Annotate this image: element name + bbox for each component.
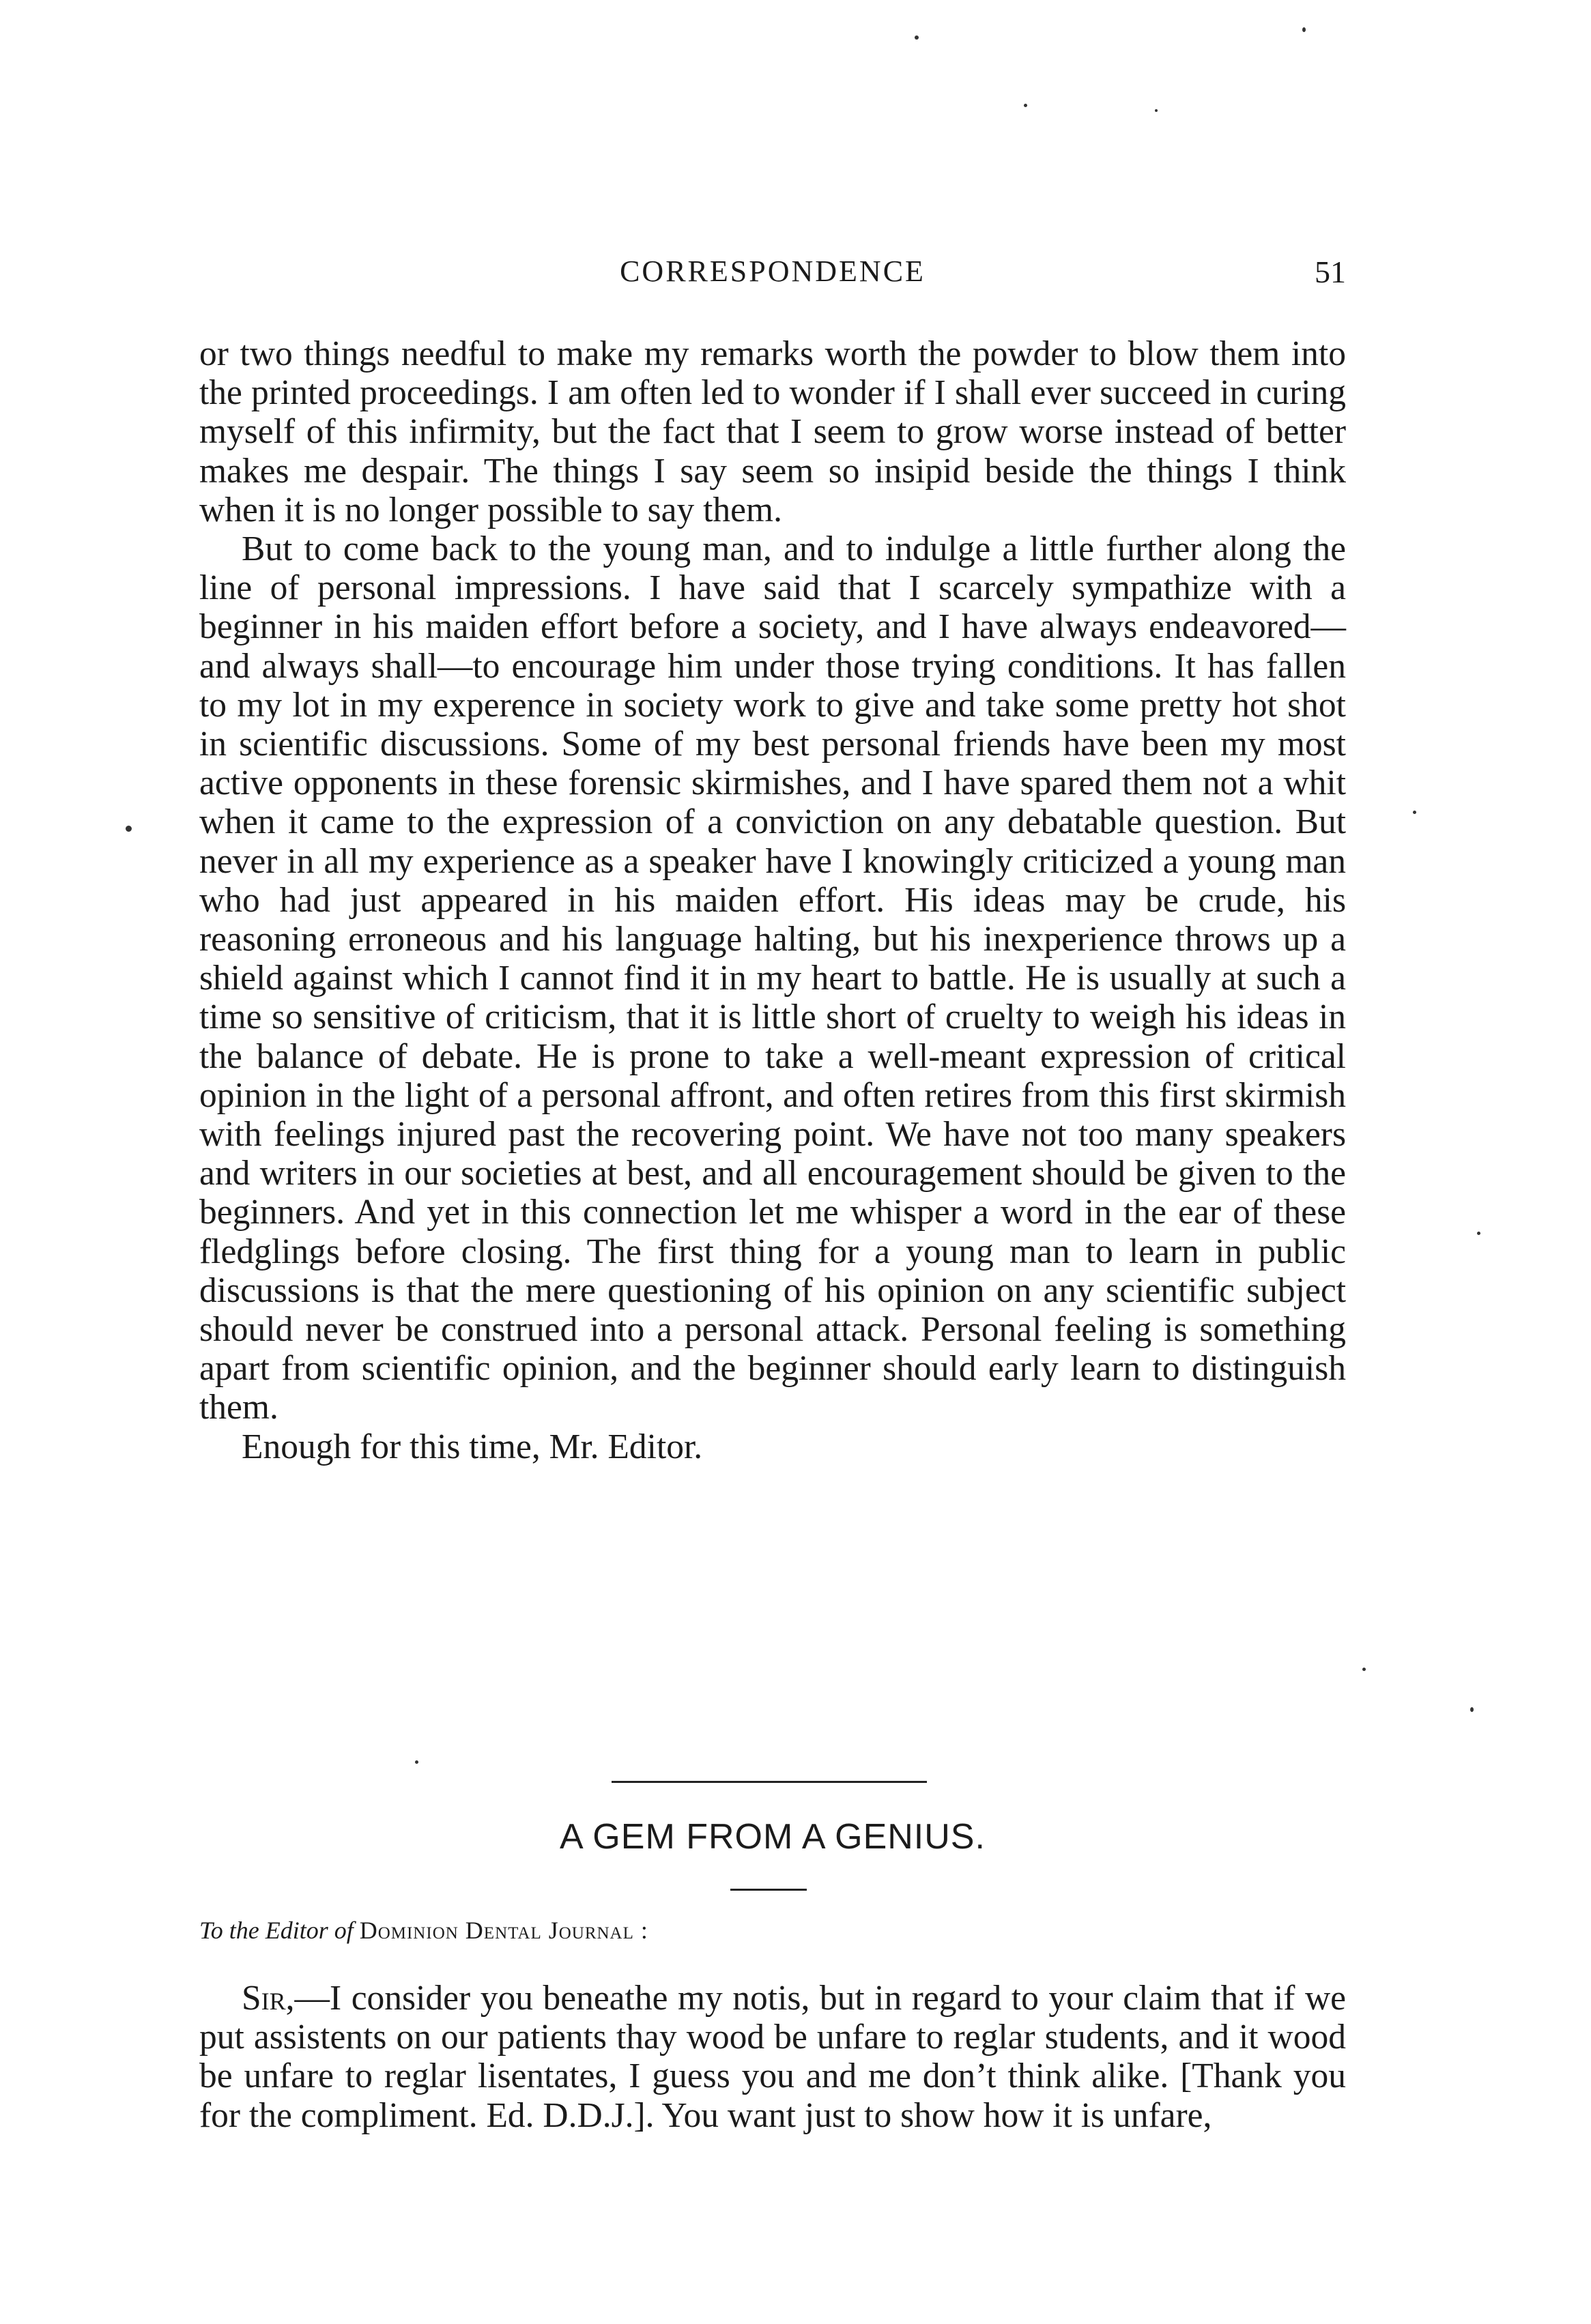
salutation bbox=[199, 1916, 648, 1945]
speck bbox=[1477, 1232, 1480, 1235]
salutation-prefix: To the Editor of bbox=[199, 1917, 354, 1944]
running-head bbox=[199, 254, 1346, 295]
speck bbox=[1155, 109, 1158, 112]
speck bbox=[1470, 1707, 1474, 1712]
paragraph-continued: or two things needful to make my remarks worth the powder to blow them into the printed proceedings. I am often led to wonder if I shall ever succeed in curing myself of this infirmity, but the fact that I seem to grow worse instead of better makes me despair. The things I say seem so insipid beside the things I think when it is no longer possible to say them. bbox=[199, 334, 1346, 529]
title-rule bbox=[730, 1889, 807, 1891]
running-title: CORRESPONDENCE bbox=[620, 255, 926, 288]
speck bbox=[1362, 1668, 1366, 1671]
speck bbox=[1024, 104, 1027, 107]
page-number: 51 bbox=[1315, 255, 1346, 289]
speck bbox=[126, 826, 132, 832]
letter-text: —I consider you beneathe my notis, but in regard to your claim that if we put assistents on our patients thay wood be unfare to reglar students, and it wood be unfare to reglar lisentates, I guess you and me don’t think alike. [Thank you for the compliment. Ed. D.D.J.]. You want just to show how it is unfare, bbox=[199, 1979, 1346, 2135]
paragraph-closing: Enough for this time, Mr. Editor. bbox=[242, 1427, 703, 1466]
speck bbox=[1413, 811, 1416, 814]
salutation-journal: Dominion Dental Journal : bbox=[359, 1917, 648, 1944]
speck bbox=[1302, 27, 1306, 32]
letter-paragraph bbox=[199, 1979, 1346, 2135]
body-text bbox=[199, 334, 1346, 1466]
paragraph-young-man: But to come back to the young man, and to indulge a little further along the line of personal impressions. I have said that I scarcely sympathize with a beginner in his maiden effort before a society, and I have always endeavored—and always shall—to encourage him under those trying conditions. It has fallen to my lot in my experence in society work to give and take some pretty hot shot in scientific discussions. Some of my best personal friends have been my most active opponents in these forensic skirmishes, and I have spared them not a whit when it came to the expression of a conviction on any debatable question. But never in all my experience as a speaker have I knowingly criticized a young man who had just appeared in his maiden effort. His ideas may be crude, his reasoning erroneous and his language halting, but his inexperience throws up a shield against which I cannot find it in my heart to battle. He is usually at such a time so sensitive of criticism, that it is little short of cruelty to weigh his ideas in the balance of debate. He is prone to take a well-meant expression of critical opinion in the light of a personal affront, and often retires from this first skirmish with feelings injured past the recovering point. We have not too many speakers and writers in our societies at best, and all encouragement should be given to the beginners. And yet in this connection let me whisper a word in the ear of these fledglings before closing. The first thing for a young man to learn in public discussions is that the mere questioning of his opinion on any scientific subject should never be construed into a personal attack. Personal feeling is something apart from scientific opinion, and the beginner should early learn to distinguish them. bbox=[199, 529, 1346, 1427]
section-divider bbox=[612, 1781, 927, 1783]
speck bbox=[915, 35, 919, 40]
section-title: A GEM FROM A GENIUS. bbox=[560, 1817, 986, 1857]
letter-body bbox=[199, 1979, 1346, 2135]
letter-opening: Sir, bbox=[242, 1979, 295, 2018]
speck bbox=[415, 1760, 418, 1764]
